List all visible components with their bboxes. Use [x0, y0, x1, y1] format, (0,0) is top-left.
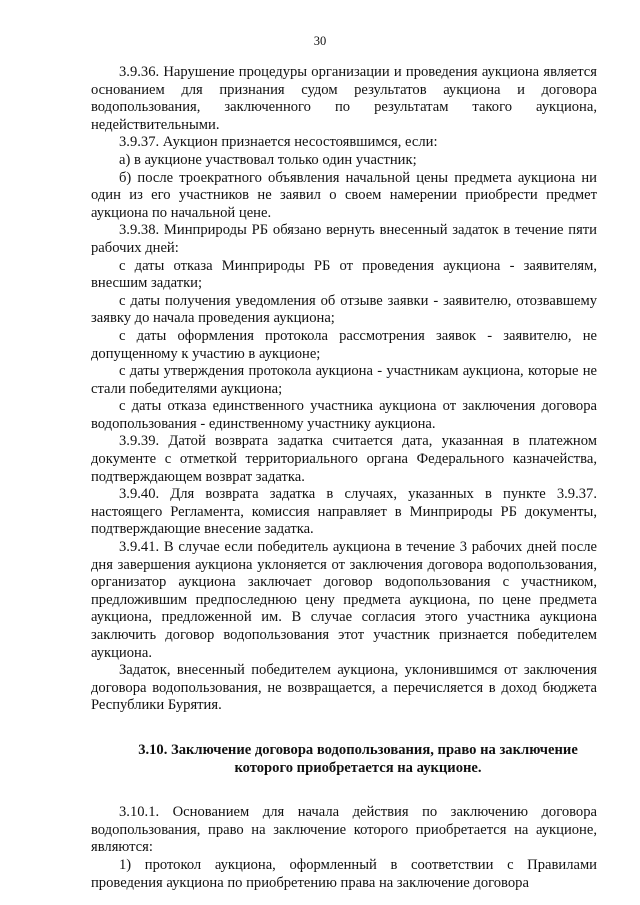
refund-case-1: с даты отказа Минприроды РБ от проведения аукциона - заявителям, внесшим задатки; [91, 257, 597, 292]
list-item-b: б) после троекратного объявления начальной цены предмета аукциона ни один из его участников не заявил о своем намерении приобрести предмет аукциона по начальной цене. [91, 169, 597, 221]
section-heading-3-10: 3.10. Заключение договора водопользования, право на заключение которого приобретается на аукционе. [138, 741, 578, 776]
document-body [91, 64, 597, 892]
paragraph-deposit: Задаток, внесенный победителем аукциона, уклонившимся от заключения договора водопользования, не возвращается, а перечисляется в доход бюджета Республики Бурятия. [91, 662, 597, 714]
list-item-1: 1) протокол аукциона, оформленный в соответствии с Правилами проведения аукциона по приобретению права на заключение договора [91, 856, 597, 891]
paragraph-3-9-41: 3.9.41. В случае если победитель аукциона в течение 3 рабочих дней после дня завершения аукциона уклоняется от заключения договора водопользования, организатор аукциона заключает договор водопользования с участником, предложившим предпоследнюю цену предмета аукциона, по цене предмета аукциона, предложенной им. В случае согласия этого участника аукциона заключить договор водопользования этот участник признается победителем аукциона. [91, 539, 597, 661]
list-item-a: а) в аукционе участвовал только один участник; [119, 151, 417, 168]
refund-case-3: с даты оформления протокола рассмотрения заявок - заявителю, не допущенному к участию в аукционе; [91, 327, 597, 362]
paragraph-3-9-38: 3.9.38. Минприроды РБ обязано вернуть внесенный задаток в течение пяти рабочих дней: [91, 222, 597, 256]
refund-case-5: с даты отказа единственного участника аукциона от заключения договора водопользования - единственному участнику аукциона. [91, 398, 597, 432]
page-number: 30 [313, 34, 327, 48]
paragraph-3-9-39: 3.9.39. Датой возврата задатка считается дата, указанная в платежном документе с отметкой территориального органа Федерального казначейства, подтверждающем возврат задатка. [91, 433, 597, 485]
paragraph-3-9-37: 3.9.37. Аукцион признается несостоявшимся, если: [119, 134, 438, 151]
refund-case-2: с даты получения уведомления об отзыве заявки - заявителю, отозвавшему заявку до начала проведения аукциона; [91, 292, 597, 327]
paragraph-3-9-40: 3.9.40. Для возврата задатка в случаях, указанных в пункте 3.9.37. настоящего Регламента, комиссия направляет в Минприроды РБ документы, подтверждающие внесение задатка. [91, 486, 597, 538]
refund-case-4: с даты утверждения протокола аукциона - участникам аукциона, которые не стали победителями аукциона; [91, 363, 597, 397]
paragraph-3-10-1: 3.10.1. Основанием для начала действия по заключению договора водопользования, право на заключение которого приобретается на аукционе, являются: [91, 804, 597, 856]
paragraph-3-9-36: 3.9.36. Нарушение процедуры организации и проведения аукциона является основанием для признания судом результатов аукциона и договора водопользования, заключенного по результатам такого аукциона, недействительными. [91, 64, 597, 133]
